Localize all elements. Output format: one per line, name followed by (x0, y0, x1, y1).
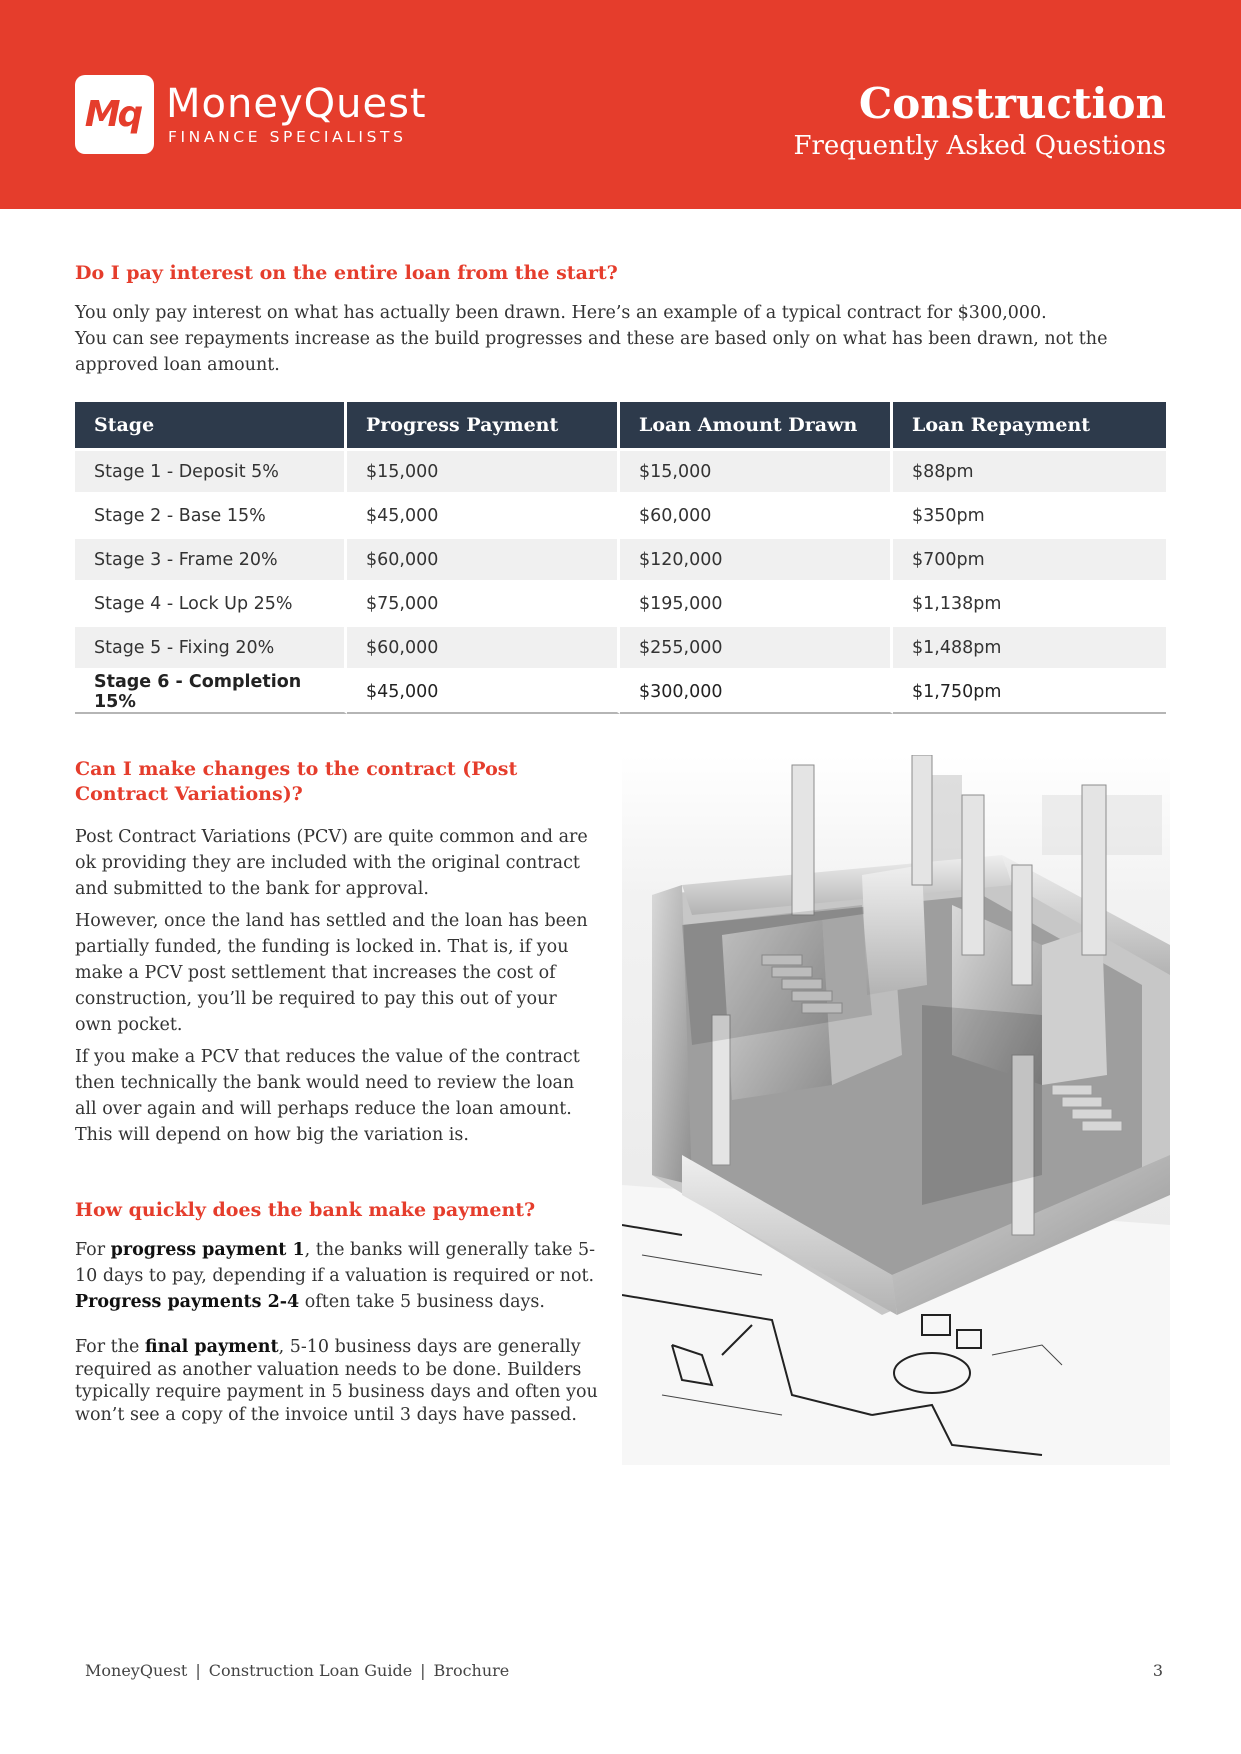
section-text-variations-1: Post Contract Variations (PCV) are quite common and are ok providing they are included with the original contract and submitted to the bank for approval. (75, 827, 588, 899)
page-header (0, 0, 1241, 209)
page-number: 3 (1152, 1661, 1163, 1680)
bold-progress-payments-2-4: Progress payments 2-4 (75, 1292, 300, 1312)
table-cell: $255,000 (620, 624, 893, 668)
table-cell: $1,750pm (893, 668, 1166, 714)
table-cell: $60,000 (620, 492, 893, 536)
footer-separator: | (420, 1661, 426, 1680)
table-cell: $120,000 (620, 536, 893, 580)
footer-guide: Construction Loan Guide (208, 1661, 413, 1680)
table-cell: $15,000 (620, 448, 893, 492)
section-heading-payment: How quickly does the bank make payment? (75, 1199, 536, 1221)
bold-progress-payment-1: progress payment 1 (110, 1240, 305, 1260)
table-row (75, 580, 1166, 624)
table-row (75, 448, 1166, 492)
table-cell: $45,000 (347, 668, 620, 714)
table-row (75, 536, 1166, 580)
table-cell: $60,000 (347, 536, 620, 580)
table-header-stage: Stage (75, 402, 347, 448)
section-text-interest-1: You only pay interest on what has actually been drawn. Here’s an example of a typical contract for $300,000. (75, 303, 1047, 323)
table-row (75, 624, 1166, 668)
architectural-model-image (622, 755, 1170, 1465)
table-cell: $1,138pm (893, 580, 1166, 624)
table-cell: Stage 6 - Completion 15% (75, 668, 347, 714)
logo-mark-text: Mq (84, 94, 141, 135)
table-cell: Stage 2 - Base 15% (75, 492, 347, 536)
section-text-interest-2: You can see repayments increase as the build progresses and these are based only on what has been drawn, not the approved loan amount. (75, 329, 1108, 375)
footer-brand: MoneyQuest (85, 1661, 188, 1680)
table-row (75, 668, 1166, 714)
table-cell: Stage 4 - Lock Up 25% (75, 580, 347, 624)
table-cell: $88pm (893, 448, 1166, 492)
logo-icon (75, 75, 154, 154)
brand-name: MoneyQuest (166, 81, 427, 127)
stages-table (75, 402, 1166, 714)
table-cell: $75,000 (347, 580, 620, 624)
footer-text (85, 1661, 509, 1680)
page-subtitle: Frequently Asked Questions (793, 131, 1166, 161)
table-cell: $60,000 (347, 624, 620, 668)
page-title: Construction (858, 79, 1166, 128)
table-cell: $350pm (893, 492, 1166, 536)
table-header-loan-repayment: Loan Repayment (893, 402, 1166, 448)
table-cell: $195,000 (620, 580, 893, 624)
table-header-progress-payment: Progress Payment (347, 402, 620, 448)
section-text-payment-1: For progress payment 1, the banks will generally take 5-10 days to pay, depending if a valuation is required or not. Progress payments 2-4 often take 5 business days. (75, 1240, 596, 1312)
table-cell: $1,488pm (893, 624, 1166, 668)
section-text-payment-2: For the final payment, 5-10 business days are generally required as another valuation needs to be done. Builders typically require payment in 5 business days and often you won’t see a copy of the invoice until 3 days have passed. (75, 1337, 598, 1425)
table-cell: Stage 5 - Fixing 20% (75, 624, 347, 668)
footer-separator: | (195, 1661, 201, 1680)
section-heading-interest: Do I pay interest on the entire loan from the start? (75, 262, 618, 284)
table-cell: Stage 1 - Deposit 5% (75, 448, 347, 492)
table-cell: Stage 3 - Frame 20% (75, 536, 347, 580)
table-cell: $15,000 (347, 448, 620, 492)
section-text-variations-2: However, once the land has settled and the loan has been partially funded, the funding is locked in. That is, if you make a PCV post settlement that increases the cost of construction, you’ll be required to pay this out of your own pocket. (75, 911, 588, 1035)
brand-tagline: FINANCE SPECIALISTS (168, 128, 407, 146)
table-cell: $45,000 (347, 492, 620, 536)
table-header-loan-amount-drawn: Loan Amount Drawn (620, 402, 893, 448)
table-cell: $300,000 (620, 668, 893, 714)
footer-type: Brochure (433, 1661, 510, 1680)
section-text-variations-3: If you make a PCV that reduces the value of the contract then technically the bank would need to review the loan all over again and will perhaps reduce the loan amount. This will depend on how big the variation is. (75, 1047, 580, 1145)
table-row (75, 492, 1166, 536)
table-cell: $700pm (893, 536, 1166, 580)
table-header-row (75, 402, 1166, 448)
section-heading-variations: Can I make changes to the contract (Post Contract Variations)? (75, 758, 518, 805)
bold-final-payment: final payment (144, 1337, 279, 1357)
